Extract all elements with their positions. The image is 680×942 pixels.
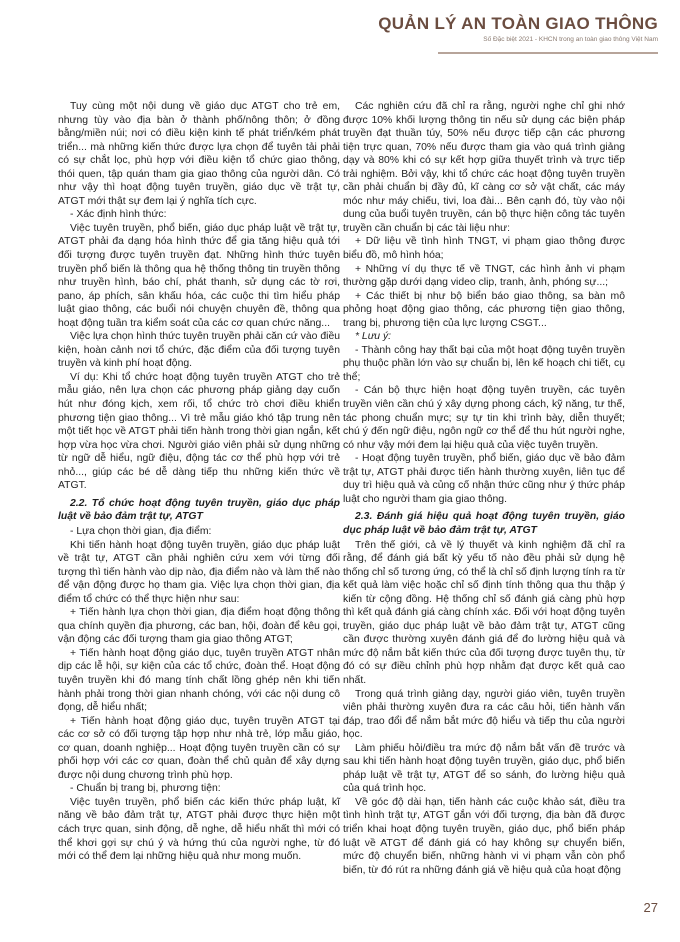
paragraph: - Hoạt động tuyên truyền, phổ biến, giáo dục về bảo đảm trật tự, ATGT phải được tiến hành thường xuyên, liên tục để duy trì hiệu quả và củng cố nhận thức cũng như ý thức pháp luật cho người tham gia giao thông. [343,453,625,505]
paragraph: + Dữ liệu về tình hình TNGT, vi phạm giao thông được biểu đồ, mô hình hóa; [343,236,625,262]
paragraph: - Lựa chọn thời gian, địa điểm: [70,525,212,537]
paragraph: Việc lựa chọn hình thức tuyên truyền phải căn cứ vào điều kiện, hoàn cảnh nơi tổ chức, đặc điểm của đối tượng tuyên truyền và kinh phí hoạt động. [58,331,340,370]
paragraph: Tuy cùng một nội dung về giáo dục ATGT cho trẻ em, nhưng tùy vào địa bàn ở thành phố/nông thôn; ở đồng bằng/miền núi; nơi có điều kiện kinh tế phát triển/kém phát triển... mà những kiến thức được lựa chọn để tuyên tải phải có sự chắt lọc, phù hợp với điều kiện tổ chức giao thông, thói quen, tập quán tham gia giao thông của người dân. Có như vậy thì hoạt động tuyên truyền, giáo dục về trật tự, ATGT mới thật sự đem lại ý nghĩa tích cực. [58,101,340,207]
right-column [343,100,625,877]
paragraph: Trên thế giới, cả về lý thuyết và kinh nghiệm đã chỉ ra rằng, để đánh giá bất kỳ yếu tố nào đều phải sử dụng hệ thống chỉ số tương ứng, có thể là chỉ số định lượng tính ra từ kết quả làm việc hoặc chỉ số định tính thông qua thu thập ý kiến từ cộng đồng. Hệ thống chỉ số đánh giá càng phù hợp thì kết quả đánh giá càng chính xác. Đối với hoạt động tuyên truyền, giáo dục pháp luật về bảo đảm trật tự, ATGT cũng cần được thường xuyên đánh giá để đo lường hiệu quả và mức độ nắm bắt kiến thức của đối tượng được tuyên thụ, từ đó có sự điều chỉnh phù hợp nhằm đạt được kết quả cao nhất. [343,539,625,686]
section-heading: 2.2. Tổ chức hoạt động tuyên truyền, giáo dục pháp luật về bảo đảm trật tự, ATGT [58,497,340,523]
paragraph: - Chuẩn bị trang bị, phương tiện: [70,783,221,795]
paragraph: + Những ví dụ thực tế về TNGT, các hình ảnh vi phạm thường gặp dưới dạng video clip, tranh, ảnh, phóng sự...; [343,263,625,289]
paragraph: Về góc độ dài hạn, tiến hành các cuộc khảo sát, điều tra tình hình trật tự, ATGT gắn với đối tượng, địa bàn đã được triển khai hoạt động tuyên truyền, giáo dục, phổ biến pháp luật về ATGT để đánh giá có hay không sự chuyển biến, mức độ chuyển biến, những hành vi vi phạm vẫn còn phổ biến, từ đó rút ra những đánh giá về hiệu quả của hoạt động [343,796,625,876]
page-number: 27 [643,900,658,915]
paragraph: Các nghiên cứu đã chỉ ra rằng, người nghe chỉ ghi nhớ được 10% khối lượng thông tin nếu sử dụng các biện pháp truyền đạt thuần túy, 50% nếu được tiếp cận các phương tiện trực quan, 70% nếu được tham gia vào quá trình giảng dạy và 80% khi có sự kết hợp giữa thuyết trình và trực tiếp trải nghiệm. Bởi vậy, khi tổ chức các hoạt động tuyên truyền cần phải chuẩn bị đầy đủ, kĩ càng cơ sở vật chất, các máy móc như máy chiếu, tivi, loa đài... Bên cạnh đó, tùy vào nội dung của buổi tuyên truyền, cán bộ thực hiện công tác tuyên truyền cần chuẩn bị các tài liệu như: [343,101,625,234]
paragraph: + Các thiết bị như bộ biển báo giao thông, sa bàn mô phỏng hoạt động giao thông, các phương tiện giao thông, trang bị, phương tiện của lực lượng CSGT... [343,290,625,329]
paragraph: Ví dụ: Khi tổ chức hoạt động tuyên truyền ATGT cho trẻ mẫu giáo, nên lựa chọn các phương pháp giảng dạy cuốn hút như đóng kịch, xem rối, tổ chức trò chơi điều khiển phương tiện giao thông... Vì trẻ mẫu giáo khó tập trung nên một tiết học về ATGT phải tiến hành trong thời gian ngắn, kết hợp vừa học vừa chơi. Người giáo viên phải sử dụng những từ ngữ dễ hiểu, ngữ điệu, động tác cơ thể phù hợp với trẻ nhỏ..., giúp các bé dễ dàng tiếp thu những kiến thức về ATGT. [58,371,340,492]
paragraph: Việc tuyên truyền, phổ biến, giáo dục pháp luật về trật tự, ATGT phải đa dạng hóa hình thức để gia tăng hiệu quả tới đối tượng được tuyên truyền đạt. Những hình thức tuyên truyền phổ biến là thông qua hệ thống thông tin truyền thông như truyền hình, báo chí, phát thanh, sử dụng các tờ rơi, pano, áp phích, sân khấu hóa, các cuộc thi tìm hiểu pháp luật giao thông, các buổi nói chuyện chuyên đề, thông qua hoạt động tuần tra kiểm soát của các cơ quan chức năng... [58,222,340,329]
journal-subtitle: Số Đặc biệt 2021 - KHCN trong an toàn giao thông Việt Nam [483,36,658,43]
paragraph: + Tiến hành lựa chọn thời gian, địa điểm hoạt động thông qua chính quyền địa phương, các ban, hội, đoàn để kêu gọi, vận động các đối tượng tham gia giao thông ATGT; [58,607,340,646]
paragraph: Việc tuyên truyền, phổ biến các kiến thức pháp luật, kĩ năng về bảo đảm trật tự, ATGT phải được thực hiện một cách trực quan, sinh động, dễ nghe, dễ hiểu nhất thì mới có thể khơi gợi sự chú ý và hứng thú của người nghe, từ đó mới có thể đem lại những hiệu quả như mong muốn. [58,796,340,863]
paragraph: + Tiến hành hoạt động giáo dục, tuyên truyền ATGT nhân dịp các lễ hội, sự kiện của các tổ chức, đoàn thể. Hoạt động tuyên truyền khi đó mang tính chất lồng ghép nên khi tiến hành phải trong thời gian nhanh chóng, với các nội dung cô đọng, dễ hiểu nhất; [58,647,340,714]
header-rule [438,52,658,54]
paragraph: Làm phiếu hỏi/điều tra mức độ nắm bắt vấn đề trước và sau khi tiến hành hoạt động tuyên truyền, giáo dục, phổ biến pháp luật về trật tự, ATGT để so sánh, đo lường hiệu quả của quá trình học. [343,742,625,795]
journal-title: QUẢN LÝ AN TOÀN GIAO THÔNG [378,14,658,33]
paragraph: - Xác định hình thức: [70,209,167,221]
left-column [58,100,340,864]
paragraph: Trong quá trình giảng dạy, người giáo viên, tuyên truyền viên phải thường xuyên đưa ra các câu hỏi, tiến hành vấn đáp, trao đổi để nắm bắt mức độ hiểu và tiếp thu của người học. [343,688,625,741]
note-label: * Lưu ý: [355,331,392,343]
section-heading: 2.3. Đánh giá hiệu quả hoạt động tuyên truyền, giáo dục pháp luật về bảo đảm trật tự, ATGT [343,511,625,536]
paragraph: - Thành công hay thất bại của một hoạt động tuyên truyền phụ thuộc phần lớn vào sự chuẩn bị, lên kế hoạch chi tiết, cụ thể; [343,344,625,383]
paragraph: + Tiến hành hoạt động giáo dục, tuyên truyền ATGT tại các cơ sở có đối tượng tập hợp như nhà trẻ, lớp mẫu giáo, cơ quan, doanh nghiệp... Hoạt động tuyên truyền cần có sự phối hợp với các cơ quan, đoàn thể chủ quản để xây dựng được nội dung chương trình phù hợp. [58,715,340,781]
paragraph: - Cán bộ thực hiện hoạt động tuyên truyền, các tuyên truyền viên cần chú ý xây dựng phong cách, kỹ năng, tư thế, tác phong chuẩn mực; sự tự tin khi trình bày, diễn thuyết; chú ý đến ngữ điệu, ngôn ngữ cơ thể để thu hút người nghe, có như vậy mới đem lại hiệu quả của việc tuyên truyền. [343,385,625,451]
paragraph: Khi tiến hành hoạt động tuyên truyền, giáo dục pháp luật về trật tự, ATGT cần phải nghiên cứu xem với từng đối tượng thì tiến hành vào dịp nào, địa điểm nào và làm thế nào để vận động được họ tham gia. Việc lựa chọn thời gian, địa điểm tổ chức có thể thực hiện như sau: [58,539,340,605]
masthead [378,14,658,43]
